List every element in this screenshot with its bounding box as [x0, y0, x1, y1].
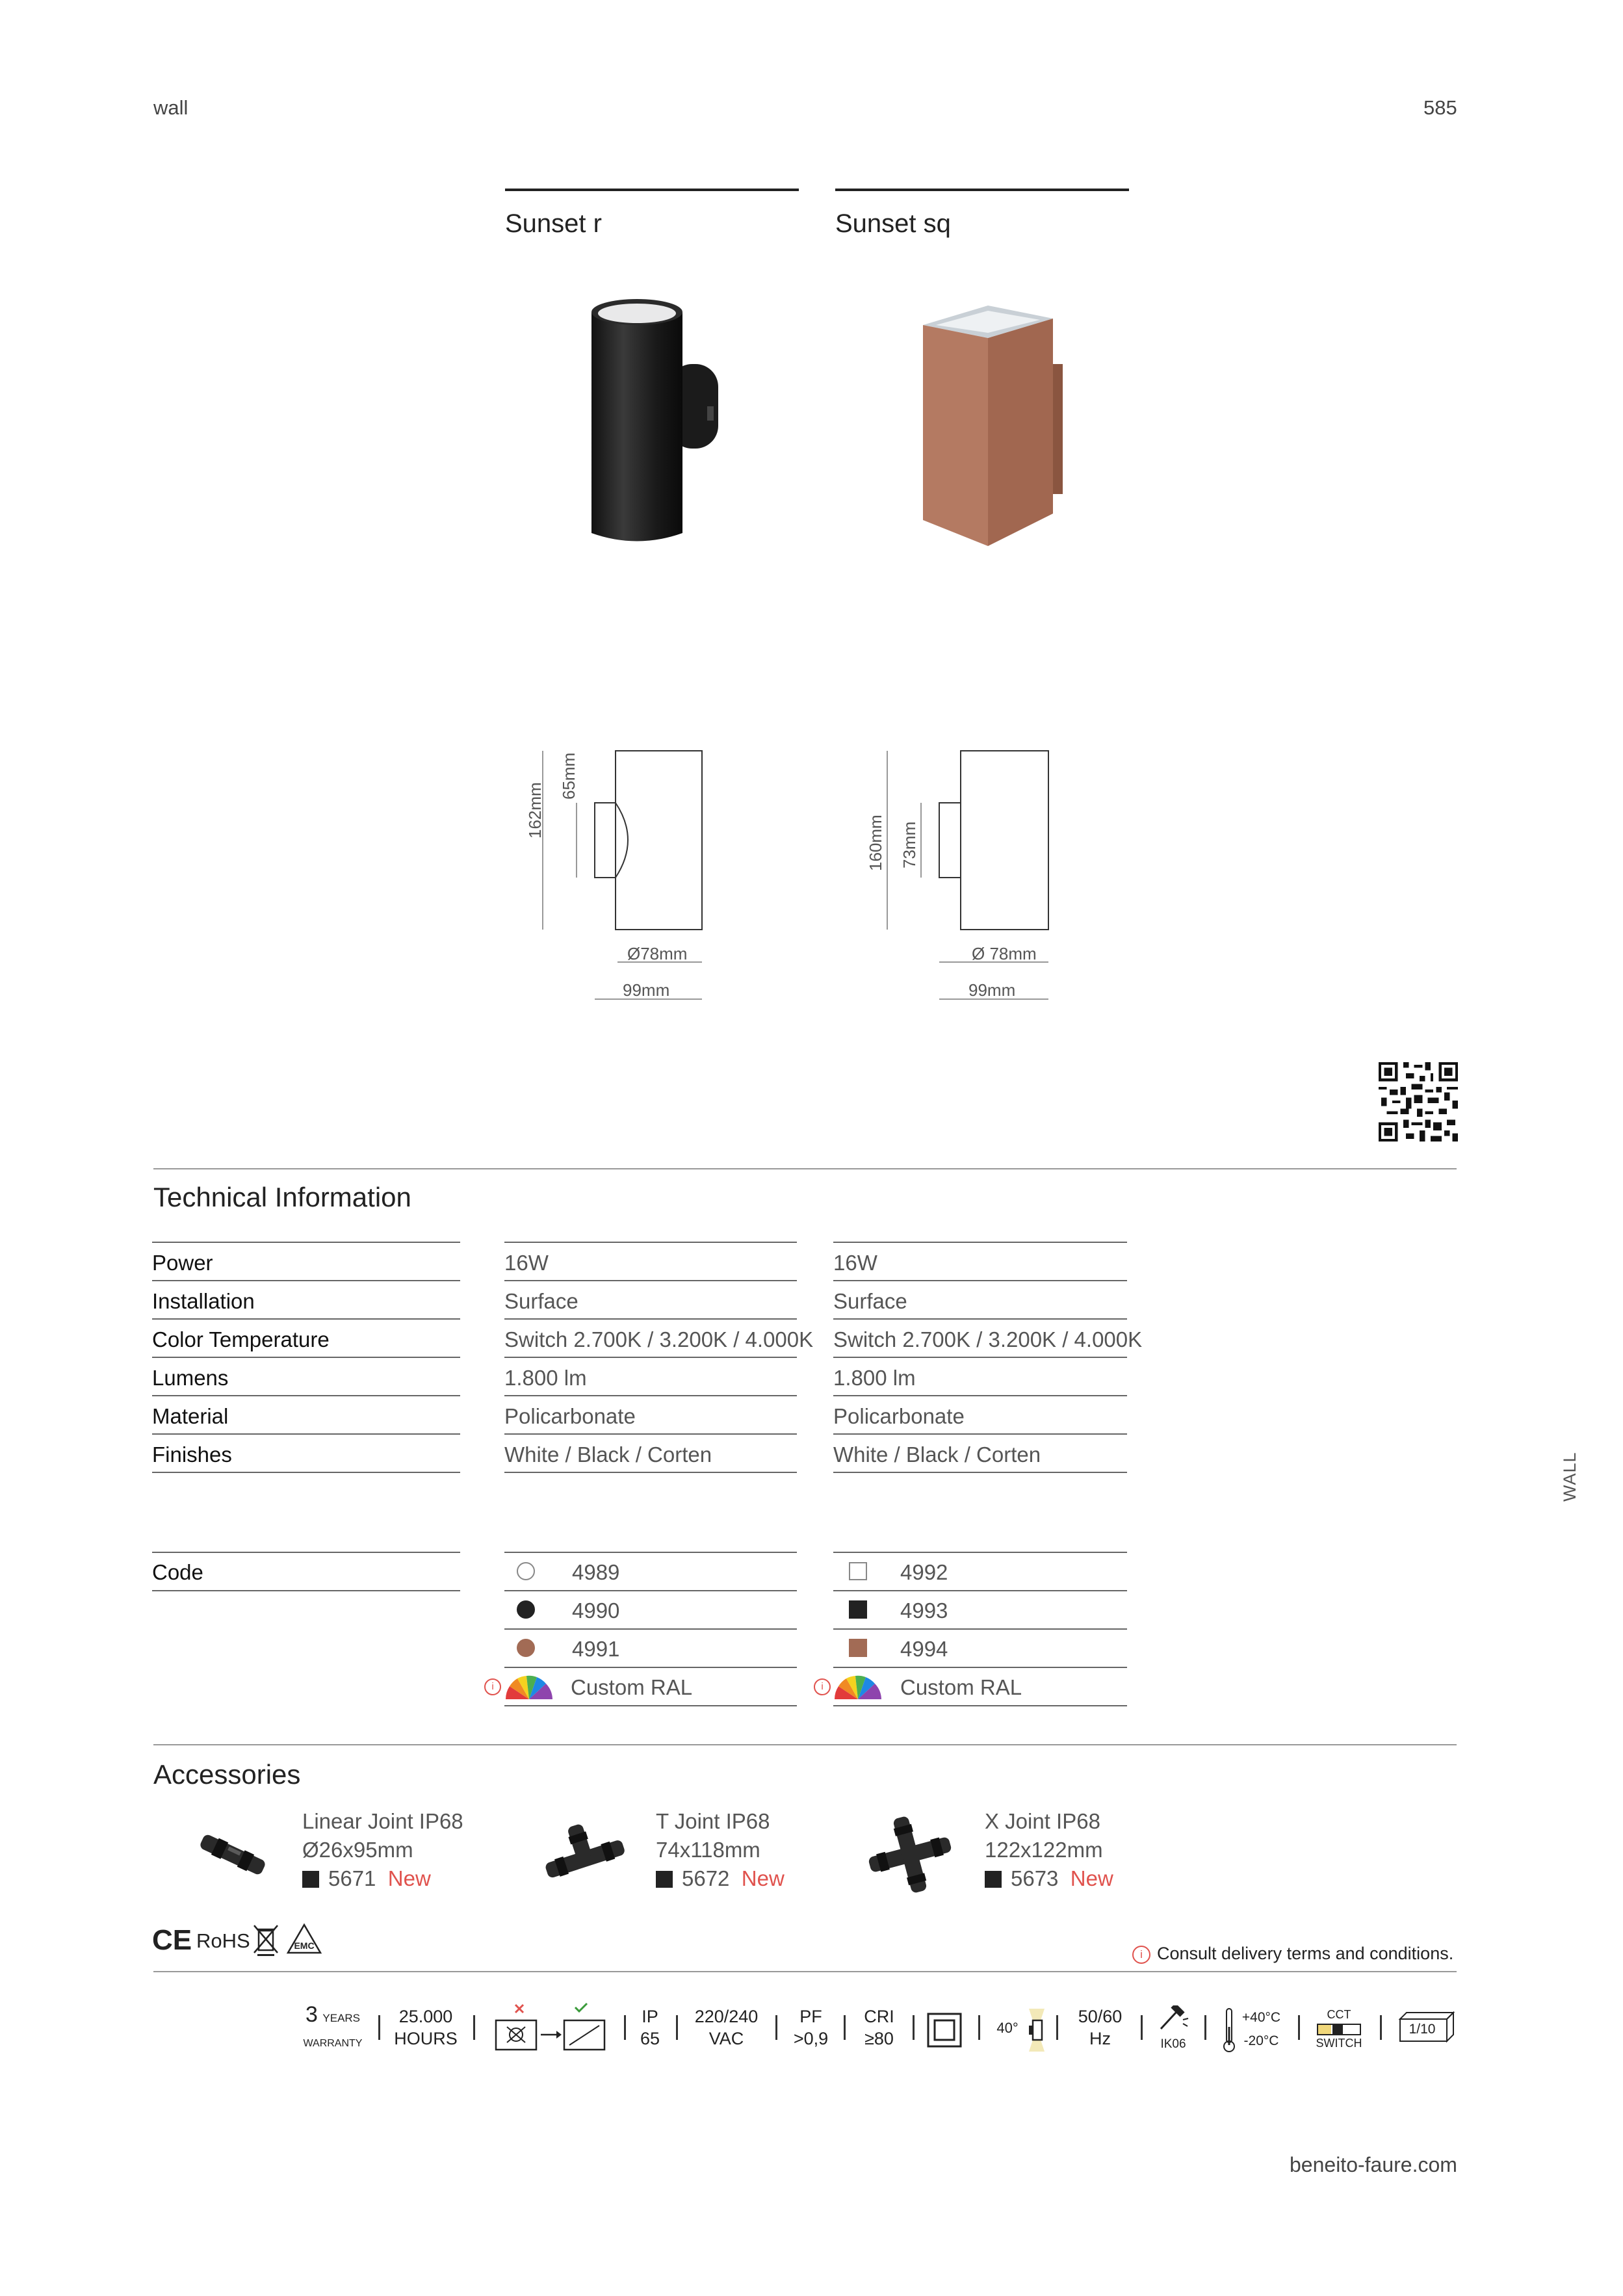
ip-rating-icon: [630, 2005, 669, 2050]
tech-value-sq: Surface: [833, 1289, 907, 1313]
product-code-sq[interactable]: 4992: [900, 1560, 948, 1584]
accessory-code: 5671: [328, 1866, 376, 1890]
tech-label: Material: [152, 1404, 229, 1428]
tech-row-rule: [833, 1472, 1127, 1473]
product-name-sq: Sunset sq: [835, 209, 951, 238]
warranty-icon: [300, 2003, 365, 2055]
ik-rating: IK06: [1160, 2037, 1186, 2051]
tech-row-rule: [833, 1433, 1127, 1435]
separator: [1141, 2015, 1143, 2040]
dim-height-r: 162mm: [525, 782, 545, 839]
code-row-rule: [504, 1590, 797, 1591]
tech-row-rule: [152, 1318, 460, 1320]
accessory-code-line: [302, 1864, 463, 1893]
dim-width-sq: 99mm: [968, 980, 1016, 1000]
ip-bottom: 65: [640, 2029, 660, 2048]
tech-value-sq: 1.800 lm: [833, 1366, 916, 1390]
tech-label: Color Temperature: [152, 1327, 330, 1351]
tech-value-r: White / Black / Corten: [504, 1442, 712, 1467]
accessory-size: 122x122mm: [985, 1838, 1103, 1862]
accessory-image-t-joint: [538, 1819, 629, 1890]
tech-label: Power: [152, 1251, 213, 1275]
frequency-icon: [1066, 2005, 1134, 2050]
black-swatch: [656, 1871, 673, 1888]
accessory-name: Linear Joint IP68: [302, 1809, 463, 1833]
accessory-code: 5672: [682, 1866, 730, 1890]
emc-mark-icon: [286, 1923, 322, 1955]
tech-row-rule: [504, 1472, 797, 1473]
hours-label: HOURS: [394, 2029, 458, 2048]
code-row-rule: [833, 1552, 1127, 1553]
tech-row-rule: [504, 1280, 797, 1281]
tech-label: Finishes: [152, 1442, 232, 1467]
accessory-name: T Joint IP68: [656, 1809, 770, 1833]
black-swatch: [985, 1871, 1002, 1888]
product-image-sunset-r: [572, 293, 741, 559]
accessory-code-line: [656, 1864, 785, 1893]
tech-row-rule: [152, 1280, 460, 1281]
accessory-image-linear-joint: [194, 1825, 272, 1884]
lamp-replaceable-icon: [493, 2001, 608, 2053]
ral-color-fan-icon: [504, 1672, 554, 1701]
tech-value-r: Policarbonate: [504, 1404, 636, 1428]
icons-rule: [153, 1971, 1457, 1972]
temp-min: -20°C: [1243, 2033, 1279, 2048]
product-code-r[interactable]: 4990: [572, 1598, 620, 1623]
accessory-t-joint[interactable]: [656, 1807, 785, 1893]
hz-top: 50/60: [1078, 2007, 1123, 2026]
tech-row-rule: [152, 1357, 460, 1358]
ral-color-fan-icon: [833, 1672, 883, 1701]
tech-row-rule: [504, 1357, 797, 1358]
separator: [473, 2015, 475, 2040]
product-code-sq[interactable]: 4993: [900, 1598, 948, 1623]
product-code-sq[interactable]: 4994: [900, 1637, 948, 1661]
tech-row-rule: [833, 1242, 1127, 1243]
svg-text:EMC: EMC: [294, 1940, 315, 1951]
tech-label: Lumens: [152, 1366, 229, 1390]
vac-top: 220/240: [694, 2007, 759, 2026]
code-row-rule: [833, 1705, 1127, 1706]
footer-url[interactable]: beneito-faure.com: [1290, 2153, 1457, 2176]
code-rule-bottom: [152, 1590, 460, 1591]
voltage-icon: [686, 2005, 767, 2050]
dim-depth-sq: 73mm: [900, 821, 919, 868]
warranty-years: YEARS: [322, 2012, 361, 2024]
pf-top: PF: [799, 2007, 822, 2026]
code-row-rule: [833, 1628, 1127, 1630]
product-code-r[interactable]: 4991: [572, 1637, 620, 1661]
tech-rule: [153, 1168, 1457, 1169]
switch-knob: [1332, 2025, 1343, 2034]
new-badge: New: [387, 1866, 431, 1890]
warranty-num: 3: [305, 2002, 318, 2027]
accessory-x-joint[interactable]: [985, 1807, 1113, 1893]
tech-value-r: Switch 2.700K / 3.200K / 4.000K: [504, 1327, 814, 1351]
product-image-sunset-sq: [910, 299, 1079, 553]
new-badge: New: [741, 1866, 785, 1890]
finish-swatch-round: [517, 1562, 535, 1580]
beam-angle-label: 40°: [996, 2020, 1019, 2036]
dim-width-r: 99mm: [623, 980, 670, 1000]
dim-depth-r: 65mm: [559, 752, 578, 800]
separator: [978, 2015, 980, 2040]
temp-max: +40°C: [1241, 2010, 1281, 2025]
tech-value-r: 16W: [504, 1251, 549, 1275]
separator: [676, 2015, 678, 2040]
separator: [913, 2015, 915, 2040]
finish-swatch-round: [517, 1639, 535, 1657]
accessory-linear-joint[interactable]: [302, 1807, 463, 1893]
tech-row-rule: [504, 1433, 797, 1435]
accessory-size: 74x118mm: [656, 1838, 760, 1862]
code-label: Code: [152, 1560, 203, 1584]
tech-label: Installation: [152, 1289, 255, 1313]
accessory-code-line: [985, 1864, 1113, 1893]
power-factor-icon: [783, 2005, 838, 2050]
info-icon[interactable]: i: [814, 1678, 831, 1695]
custom-ral-label[interactable]: Custom RAL: [571, 1675, 693, 1699]
separator: [844, 2015, 846, 2040]
separator: [624, 2015, 626, 2040]
code-row-rule: [504, 1705, 797, 1706]
tech-value-r: 1.800 lm: [504, 1366, 587, 1390]
tech-row-rule: [504, 1242, 797, 1243]
tech-value-sq: Policarbonate: [833, 1404, 965, 1428]
code-row-rule: [504, 1667, 797, 1668]
dim-diameter-r: Ø78mm: [627, 944, 688, 963]
finish-swatch-square: [849, 1639, 867, 1657]
vac-bottom: VAC: [708, 2029, 744, 2048]
finish-swatch-square: [849, 1562, 867, 1580]
tech-title: Technical Information: [153, 1182, 411, 1212]
separator: [1298, 2015, 1300, 2040]
hz-bottom: Hz: [1089, 2029, 1111, 2048]
cri-top: CRI: [864, 2007, 894, 2026]
consult-text: Consult delivery terms and conditions.: [1157, 1944, 1454, 1963]
weee-bin-icon: [252, 1923, 279, 1957]
product-name-r: Sunset r: [505, 209, 602, 238]
tech-row-rule: [833, 1318, 1127, 1320]
code-row-rule: [833, 1590, 1127, 1591]
up-down-light-icon: [1024, 2009, 1050, 2052]
code-row-rule: [504, 1628, 797, 1630]
product-code-r[interactable]: 4989: [572, 1560, 620, 1584]
tech-row-rule: [833, 1280, 1127, 1281]
tech-row-rule: [152, 1472, 460, 1473]
drawing-sunset-sq: [858, 741, 1072, 1014]
ip-top: IP: [642, 2007, 658, 2026]
info-icon[interactable]: i: [1132, 1946, 1150, 1964]
section-label: wall: [153, 96, 188, 119]
tech-value-r: Surface: [504, 1289, 578, 1313]
code-row-rule: [833, 1667, 1127, 1668]
tech-value-sq: White / Black / Corten: [833, 1442, 1041, 1467]
separator: [1204, 2015, 1206, 2040]
separator: [775, 2015, 777, 2040]
custom-ral-label[interactable]: Custom RAL: [900, 1675, 1022, 1699]
tech-row-rule: [152, 1395, 460, 1396]
accessory-image-x-joint: [864, 1812, 955, 1897]
qr-code-icon[interactable]: [1379, 1062, 1458, 1141]
black-swatch: [302, 1871, 319, 1888]
info-icon[interactable]: i: [484, 1678, 501, 1695]
drawing-sunset-r: [513, 741, 728, 1014]
tech-row-rule: [152, 1433, 460, 1435]
tech-value-sq: 16W: [833, 1251, 877, 1275]
page-number: 585: [1423, 96, 1457, 119]
dim-height-sq: 160mm: [866, 815, 885, 871]
class-ii-icon: [926, 2012, 963, 2048]
tech-row-rule: [504, 1318, 797, 1320]
switch-graphic: [1317, 2024, 1361, 2035]
side-tab-wall: WALL: [1560, 1452, 1579, 1502]
warranty-label: WARRANTY: [303, 2038, 363, 2049]
accessory-size: Ø26x95mm: [302, 1838, 413, 1862]
finish-swatch-round: [517, 1600, 535, 1619]
accessories-rule: [153, 1744, 1457, 1745]
accessories-title: Accessories: [153, 1759, 301, 1790]
cct-top: CCT: [1327, 2008, 1351, 2021]
rohs-mark: RoHS: [196, 1929, 250, 1952]
consult-note: [1132, 1944, 1453, 1964]
accessory-code: 5673: [1011, 1866, 1059, 1890]
tech-row-rule: [833, 1357, 1127, 1358]
tech-value-sq: Switch 2.700K / 3.200K / 4.000K: [833, 1327, 1143, 1351]
cct-switch-icon: [1306, 2007, 1371, 2050]
cri-icon: [851, 2005, 907, 2050]
accessory-name: X Joint IP68: [985, 1809, 1100, 1833]
hammer-impact-icon: [1157, 2005, 1189, 2031]
hours-num: 25.000: [398, 2007, 453, 2026]
tech-row-rule: [152, 1242, 460, 1243]
pf-bottom: >0,9: [793, 2029, 829, 2048]
separator: [1056, 2015, 1058, 2040]
tech-row-rule: [504, 1395, 797, 1396]
box-quantity: 1/10: [1409, 2022, 1436, 2037]
code-row-rule: [504, 1552, 797, 1553]
product-rule-sq: [835, 189, 1129, 191]
code-rule-top: [152, 1552, 460, 1553]
cct-bottom: SWITCH: [1316, 2037, 1362, 2050]
hours-icon: [390, 2005, 461, 2050]
cri-bottom: ≥80: [864, 2029, 894, 2048]
separator: [1380, 2015, 1382, 2040]
new-badge: New: [1070, 1866, 1113, 1890]
separator: [378, 2015, 380, 2040]
temperature-range: [1234, 2006, 1289, 2053]
finish-swatch-square: [849, 1600, 867, 1619]
dim-diameter-sq: Ø 78mm: [972, 944, 1037, 963]
switch-warm: [1318, 2025, 1331, 2034]
tech-row-rule: [833, 1395, 1127, 1396]
ce-mark-icon: CE: [152, 1924, 192, 1956]
product-rule-r: [505, 189, 799, 191]
